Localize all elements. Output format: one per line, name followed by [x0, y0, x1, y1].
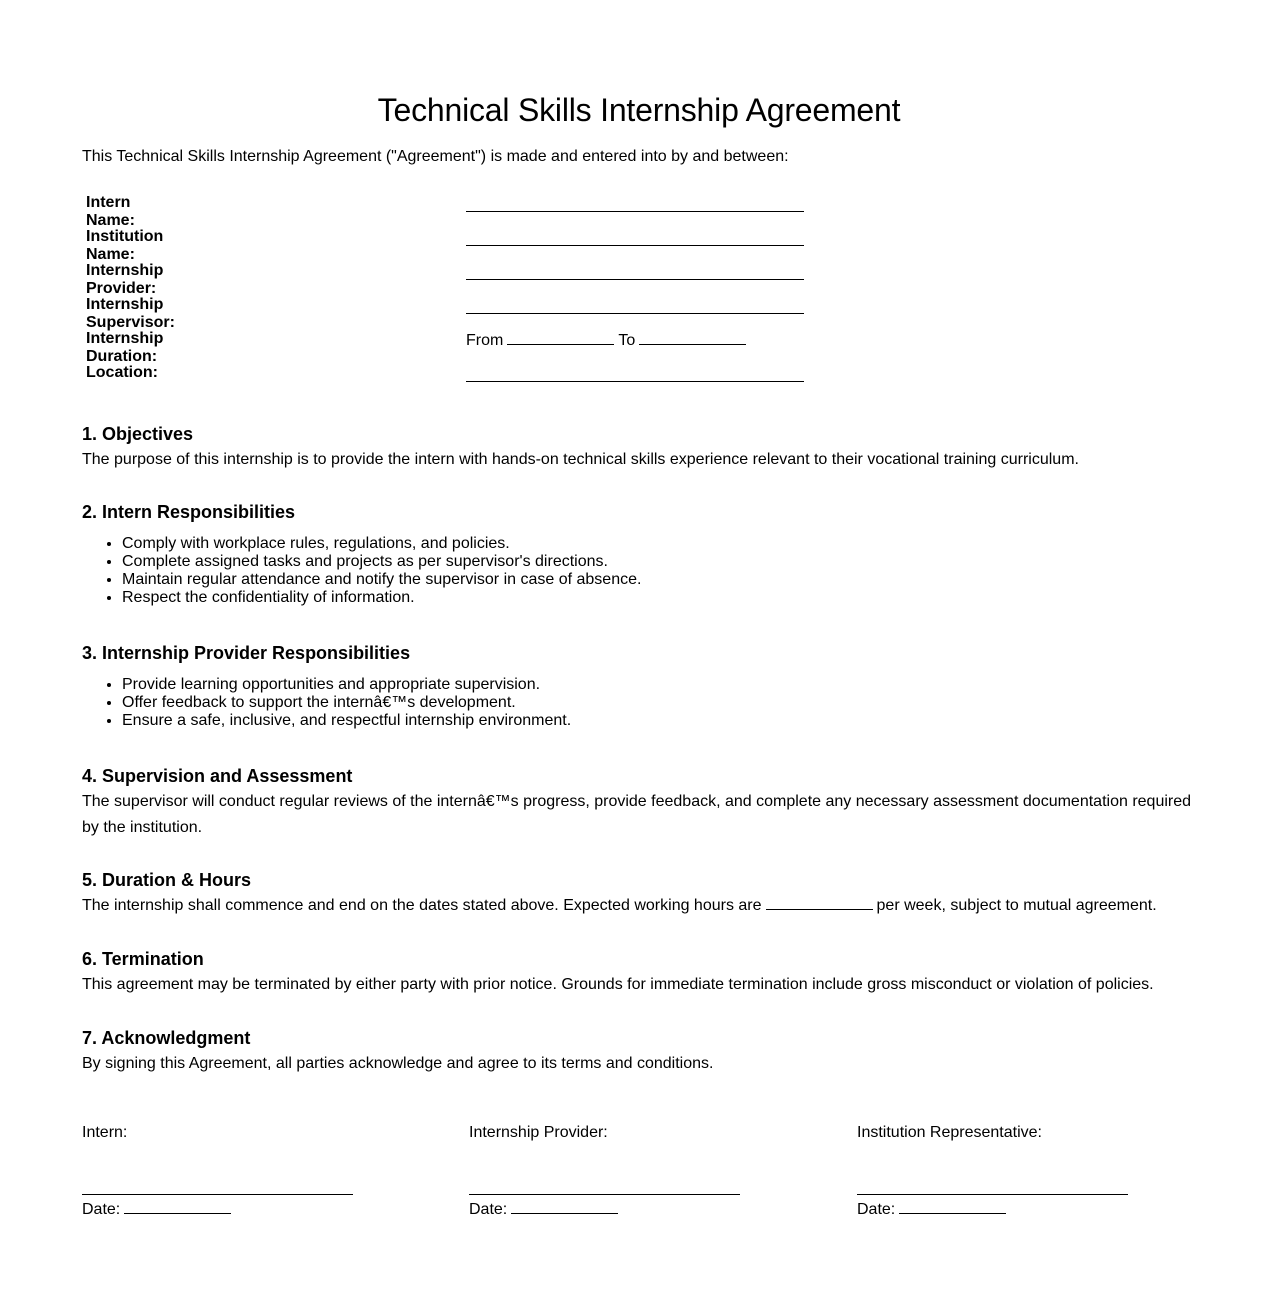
section-heading: 2. Intern Responsibilities	[82, 502, 296, 522]
section-heading: 4. Supervision and Assessment	[82, 766, 353, 786]
intro-paragraph: This Technical Skills Internship Agreement ("Agreement") is made and entered into by and between:	[82, 148, 789, 165]
provider-date-blank[interactable]	[511, 1199, 618, 1214]
signature-label: Institution Representative:	[857, 1124, 1042, 1141]
weekly-hours-blank[interactable]	[766, 895, 873, 910]
institution-name-blank[interactable]	[466, 245, 804, 246]
internship-provider-blank[interactable]	[466, 279, 804, 280]
to-label: To	[618, 332, 636, 349]
section-heading: 3. Internship Provider Responsibilities	[82, 643, 411, 663]
signature-date	[857, 1199, 1006, 1219]
date-label: Date:	[469, 1201, 508, 1218]
duration-text-before: The internship shall commence and end on the dates stated above. Expected working hours are	[82, 897, 762, 914]
section-objectives	[82, 423, 1196, 473]
list-item: • Provide learning opportunities and appropriate supervision.	[122, 676, 1196, 694]
list-item: • Maintain regular attendance and notify the supervisor in case of absence.	[122, 571, 1196, 589]
intern-signature-line[interactable]	[82, 1194, 353, 1195]
signature-date	[82, 1199, 231, 1219]
location-blank[interactable]	[466, 381, 804, 382]
section-provider-responsibilities	[82, 642, 1196, 730]
field-label: Institution Name:	[86, 228, 164, 263]
from-label: From	[466, 332, 504, 349]
intern-responsibilities-list	[82, 535, 1196, 607]
section-text: The supervisor will conduct regular reviews of the internâ€™s progress, provide feedback, and complete any necessary assessment documentation required by the institution.	[82, 793, 1192, 836]
field-label: Internship Supervisor:	[86, 296, 175, 331]
section-termination	[82, 948, 1196, 998]
institution-date-blank[interactable]	[899, 1199, 1006, 1214]
signature-institution	[857, 1124, 1129, 1218]
signature-label: Intern:	[82, 1124, 128, 1141]
duration-range	[466, 330, 750, 350]
document-title: Technical Skills Internship Agreement	[377, 92, 901, 128]
date-label: Date:	[82, 1201, 121, 1218]
internship-supervisor-blank[interactable]	[466, 313, 804, 314]
signature-date	[469, 1199, 618, 1219]
section-heading: 7. Acknowledgment	[82, 1028, 251, 1048]
list-item: • Complete assigned tasks and projects as per supervisor's directions.	[122, 553, 1196, 571]
field-label: Internship Provider:	[86, 262, 164, 297]
field-label: Internship Duration:	[86, 330, 164, 365]
list-item: • Ensure a safe, inclusive, and respectful internship environment.	[122, 712, 1196, 730]
from-date-blank[interactable]	[507, 330, 614, 345]
provider-responsibilities-list	[82, 676, 1196, 730]
list-item: • Offer feedback to support the internâ€™s development.	[122, 694, 1196, 712]
duration-text-after: per week, subject to mutual agreement.	[876, 897, 1157, 914]
section-text: This agreement may be terminated by either party with prior notice. Grounds for immediate termination include gross misconduct or violation of policies.	[82, 976, 1154, 993]
section-acknowledgment	[82, 1027, 1196, 1077]
signature-provider	[469, 1124, 741, 1218]
section-text	[82, 893, 1196, 919]
section-text: The purpose of this internship is to provide the intern with hands-on technical skills experience relevant to their vocational training curriculum.	[82, 451, 1079, 468]
section-supervision-assessment	[82, 765, 1196, 841]
list-item: • Comply with workplace rules, regulations, and policies.	[122, 535, 1196, 553]
section-heading: 6. Termination	[82, 949, 204, 969]
institution-signature-line[interactable]	[857, 1194, 1128, 1195]
list-item: • Respect the confidentiality of information.	[122, 589, 1196, 607]
section-intern-responsibilities	[82, 501, 1196, 607]
provider-signature-line[interactable]	[469, 1194, 740, 1195]
section-text: By signing this Agreement, all parties acknowledge and agree to its terms and conditions.	[82, 1055, 714, 1072]
date-label: Date:	[857, 1201, 896, 1218]
intern-name-blank[interactable]	[466, 211, 804, 212]
section-heading: 1. Objectives	[82, 424, 194, 444]
signature-label: Internship Provider:	[469, 1124, 608, 1141]
signature-intern	[82, 1124, 354, 1218]
intern-date-blank[interactable]	[124, 1199, 231, 1214]
section-heading: 5. Duration & Hours	[82, 870, 252, 890]
field-label: Intern Name:	[86, 194, 135, 229]
section-duration-hours	[82, 869, 1196, 919]
field-label: Location:	[86, 364, 158, 381]
to-date-blank[interactable]	[639, 330, 746, 345]
